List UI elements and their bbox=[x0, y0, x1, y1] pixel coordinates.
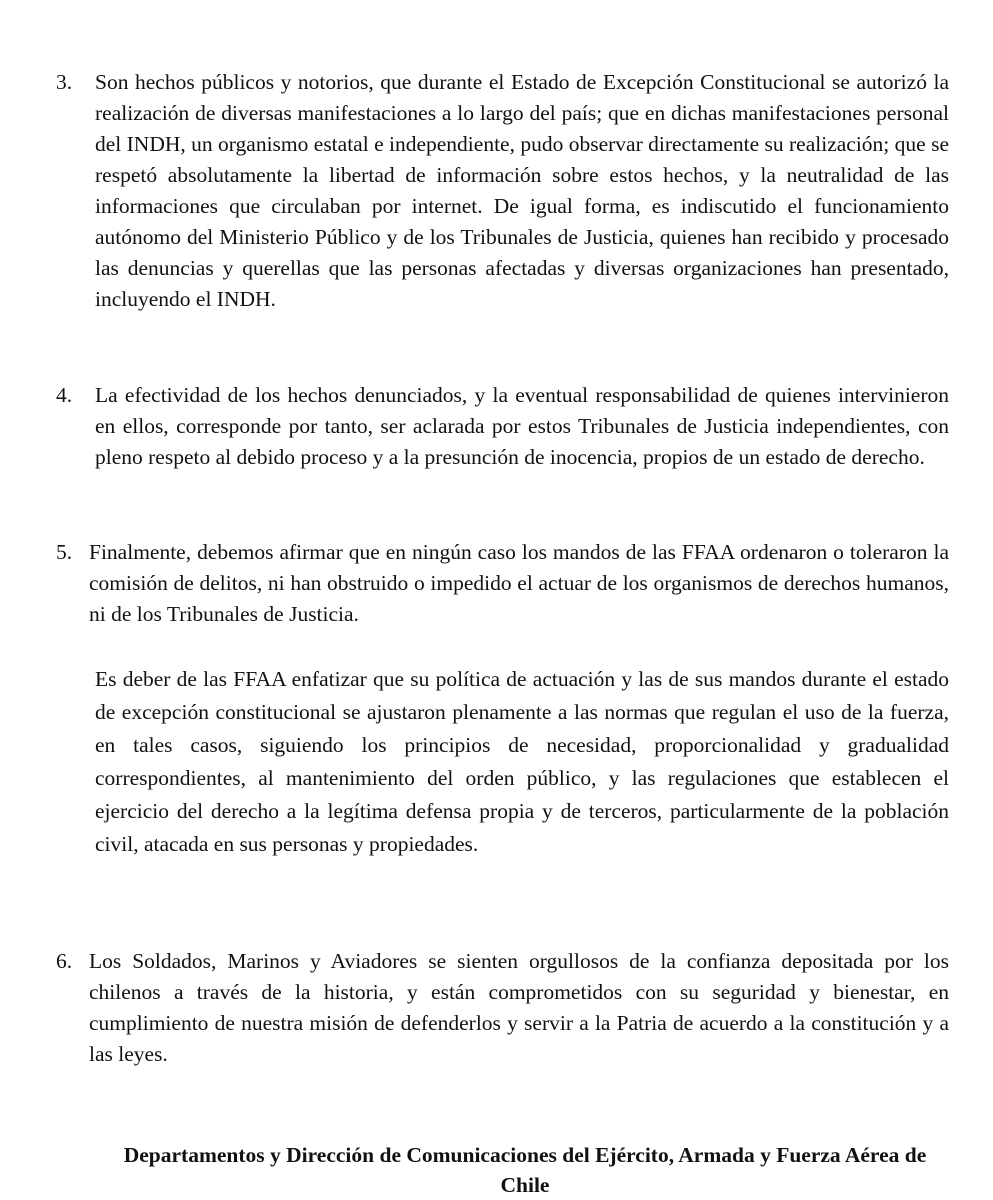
list-item-3 bbox=[56, 67, 949, 315]
list-item-4 bbox=[56, 380, 949, 473]
list-item-6 bbox=[56, 946, 949, 1070]
list-item-5 bbox=[56, 537, 949, 630]
item-number: 5. bbox=[56, 540, 73, 564]
item-text: Son hechos públicos y notorios, que durante el Estado de Excepción Constitucional se autorizó la realización de diversas manifestaciones a lo largo del país; que en dichas manifestaciones personal del INDH, un organismo estatal e independiente, pudo observar directamente su realización; que se respetó absolutamente la libertad de información sobre estos hechos, y la neutralidad de las informaciones que circulaban por internet. De igual forma, es indiscutido el funcionamiento autónomo del Ministerio Público y de los Tribunales de Justicia, quienes han recibido y procesado las denuncias y querellas que las personas afectadas y diversas organizaciones han presentado, incluyendo el INDH. bbox=[95, 70, 949, 311]
item-number: 3. bbox=[56, 70, 73, 94]
item-5-continuation-paragraph: Es deber de las FFAA enfatizar que su política de actuación y las de sus mandos durante el estado de excepción constitucional se ajustaron plenamente a las normas que regulan el uso de la fuerza, en tales casos, siguiendo los principios de necesidad, proporcionalidad y gradualidad correspondientes, al mantenimiento del orden público, y las regulaciones que establecen el ejercicio del derecho a la legítima defensa propia y de terceros, particularmente de la población civil, atacada en sus personas y propiedades. bbox=[95, 667, 949, 856]
item-number: 4. bbox=[56, 383, 73, 407]
item-text: Los Soldados, Marinos y Aviadores se sienten orgullosos de la confianza depositada por los chilenos a través de la historia, y están comprometidos con su seguridad y bienestar, en cumplimiento de nuestra misión de defenderlos y servir a la Patria de acuerdo a la constitución y a las leyes. bbox=[89, 949, 949, 1066]
item-number: 6. bbox=[56, 949, 73, 973]
item-text: Finalmente, debemos afirmar que en ningún caso los mandos de las FFAA ordenaron o toleraron la comisión de delitos, ni han obstruido o impedido el actuar de los organismos de derechos humanos, ni de los Tribunales de Justicia. bbox=[89, 540, 949, 626]
item-text: La efectividad de los hechos denunciados, y la eventual responsabilidad de quienes intervinieron en ellos, corresponde por tanto, ser aclarada por estos Tribunales de Justicia independientes, con pleno respeto al debido proceso y a la presunción de inocencia, propios de un estado de derecho. bbox=[95, 383, 949, 469]
signature-block: Departamentos y Dirección de Comunicaciones del Ejército, Armada y Fuerza Aérea de Chile bbox=[123, 1143, 927, 1197]
